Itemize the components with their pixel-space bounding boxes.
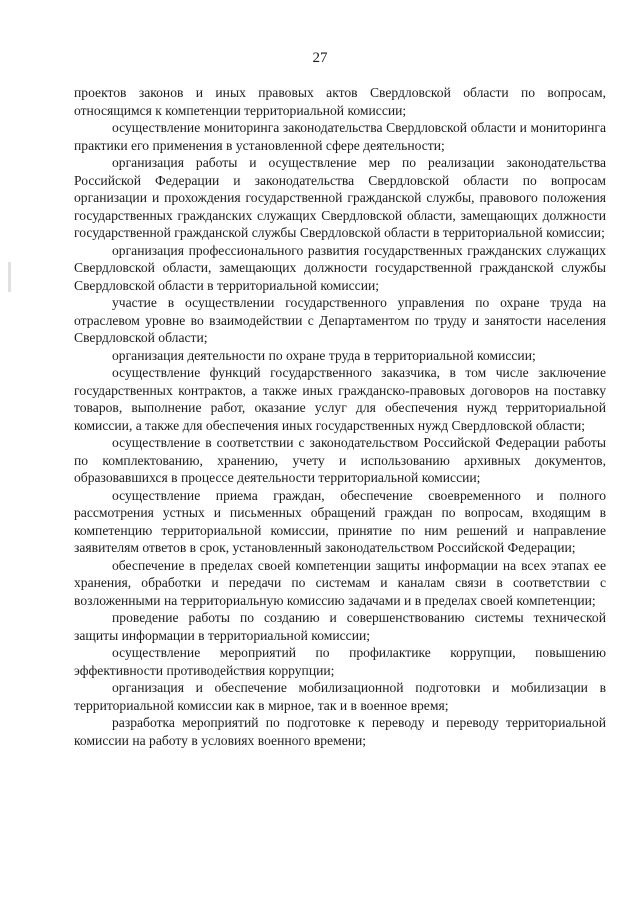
paragraph-state-customer: осуществление функций государственного заказчика, в том числе заключение государственных контрактов, а также иных гражданско-правовых договоров на поставку товаров, выполнение работ, оказание услуг для обеспечения нужд территориальной комиссии, а также для обеспечения иных государственных нужд Свердловской области;: [74, 365, 606, 433]
paragraph-information-protection: обеспечение в пределах своей компетенции защиты информации на всех этапах ее хранения, обработки и передачи по системам и каналам связи в соответствии с возложенными на территориальную комиссию задачами и в пределах своей компетенции;: [74, 557, 606, 608]
paragraph-citizen-appeals: осуществление приема граждан, обеспечение своевременного и полного рассмотрения устных и письменных обращений граждан по вопросам, входящим в компетенцию территориальной комиссии, принятие по ним решений и направление заявителям ответов в срок, установленный законодательством Российской Федерации;: [74, 487, 606, 555]
paragraph-continuation: проектов законов и иных правовых актов Свердловской области по вопросам, относящимся к компетенции территориальной комиссии;: [74, 85, 606, 118]
paragraph-archives: осуществление в соответствии с законодательством Российской Федерации работы по комплектованию, хранению, учету и использованию архивных документов, образовавшихся в процессе деятельности территориальной комиссии;: [74, 435, 606, 485]
paragraph-technical-protection: проведение работы по созданию и совершенствованию системы технической защиты информации в территориальной комиссии;: [74, 610, 606, 643]
paragraph-wartime-transfer: разработка мероприятий по подготовке к переводу и переводу территориальной комиссии на работу в условиях военного времени;: [74, 715, 606, 748]
paragraph-anti-corruption: осуществление мероприятий по профилактике коррупции, повышению эффективности противодействия коррупции;: [74, 645, 606, 678]
page-number: 27: [312, 50, 328, 66]
paragraph-professional-development: организация профессионального развития государственных гражданских служащих Свердловской области, замещающих должности государственной гражданской службы Свердловской области в территориальной комиссии;: [74, 242, 606, 293]
document-body: [74, 84, 606, 749]
paragraph-labor-protection-management: участие в осуществлении государственного управления по охране труда на отраслевом уровне во взаимодействии с Департаментом по труду и занятости населения Свердловской области;: [74, 295, 606, 345]
paragraph-civil-service: организация работы и осуществление мер по реализации законодательства Российской Федерации и законодательства Свердловской области по вопросам организации и прохождения государственной гражданской службы, правового положения государственных гражданских служащих Свердловской области, замещающих должности государственной гражданской службы Свердловской области в территориальной комиссии;: [74, 155, 606, 240]
paragraph-labor-protection: организация деятельности по охране труда в территориальной комиссии;: [112, 347, 536, 363]
scan-margin-mark: [8, 262, 11, 292]
paragraph-mobilization: организация и обеспечение мобилизационной подготовки и мобилизации в территориальной комиссии как в мирное, так и в военное время;: [74, 680, 606, 713]
paragraph-monitoring: осуществление мониторинга законодательства Свердловской области и мониторинга практики его применения в установленной сфере деятельности;: [74, 120, 606, 153]
